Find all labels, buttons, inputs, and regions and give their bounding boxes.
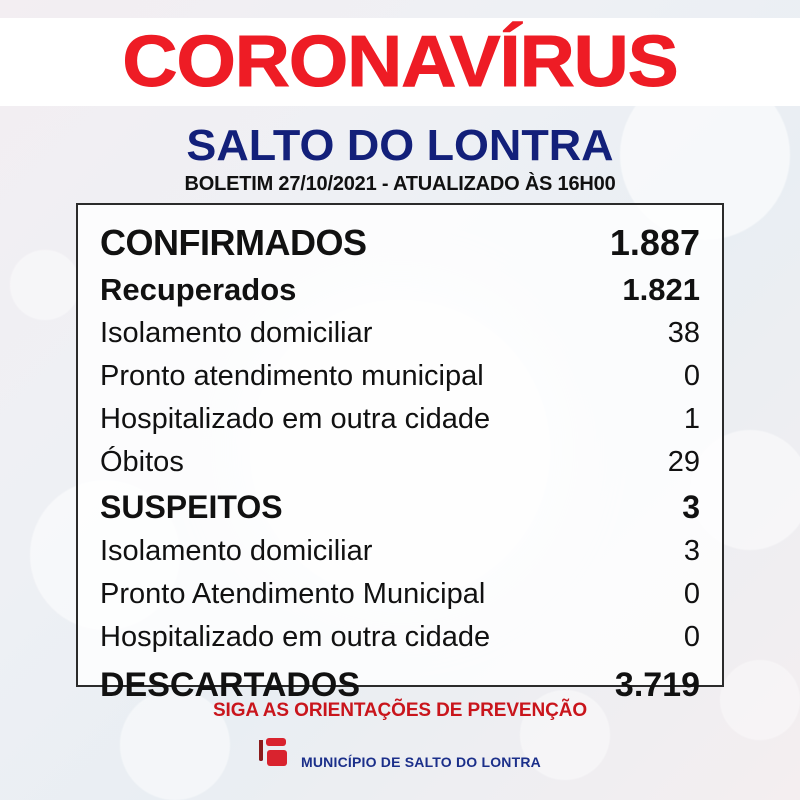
stat-value: 0 — [683, 578, 700, 610]
stat-value: 3 — [683, 535, 700, 567]
stat-value: 0 — [683, 621, 700, 653]
city-subtitle: SALTO DO LONTRA — [186, 121, 614, 170]
stat-value: 1.821 — [622, 272, 700, 307]
stat-label: DESCARTADOS — [100, 666, 361, 704]
stat-label: Isolamento domiciliar — [100, 317, 373, 349]
stat-row-confirmados — [100, 222, 700, 263]
stat-row-suspeitos-hospitalizado — [100, 623, 700, 652]
stat-value: 38 — [667, 317, 700, 349]
stat-row-isolamento-domiciliar — [100, 319, 700, 348]
stat-label: CONFIRMADOS — [100, 222, 367, 263]
stat-row-obitos — [100, 448, 700, 477]
stat-row-pronto-atendimento — [100, 362, 700, 391]
stat-label: Óbitos — [100, 446, 184, 478]
stat-value: 0 — [683, 360, 700, 392]
stat-value: 3.719 — [614, 666, 700, 704]
stat-label: Hospitalizado em outra cidade — [100, 621, 491, 653]
stat-value: 1.887 — [609, 222, 700, 263]
stat-label: Recuperados — [100, 272, 297, 307]
stat-row-suspeitos-isolamento — [100, 537, 700, 566]
stat-row-suspeitos-pronto-atendimento — [100, 580, 700, 609]
virus-decoration-icon — [10, 250, 80, 320]
stat-value: 1 — [683, 403, 700, 435]
footer-brand — [0, 742, 800, 782]
page-title: CORONAVÍRUS — [122, 22, 678, 102]
stat-row-recuperados — [100, 274, 700, 305]
stat-label: Pronto atendimento municipal — [100, 360, 484, 392]
stat-label: SUSPEITOS — [100, 489, 283, 525]
stat-label: Isolamento domiciliar — [100, 535, 373, 567]
municipality-name: MUNICÍPIO DE SALTO DO LONTRA — [301, 754, 541, 770]
stat-row-suspeitos — [100, 491, 700, 523]
stat-value: 3 — [682, 489, 700, 525]
stat-label: Hospitalizado em outra cidade — [100, 403, 491, 435]
prevention-message: SIGA AS ORIENTAÇÕES DE PREVENÇÃO — [212, 700, 588, 721]
coat-of-arms-icon — [259, 742, 293, 782]
stat-row-descartados — [100, 668, 700, 702]
stats-panel — [76, 203, 724, 704]
bulletin-date: BOLETIM 27/10/2021 - ATUALIZADO ÀS 16H00 — [184, 173, 616, 195]
stat-row-hospitalizado-outra-cidade — [100, 405, 700, 434]
stat-label: Pronto Atendimento Municipal — [100, 578, 486, 610]
stat-value: 29 — [667, 446, 700, 478]
